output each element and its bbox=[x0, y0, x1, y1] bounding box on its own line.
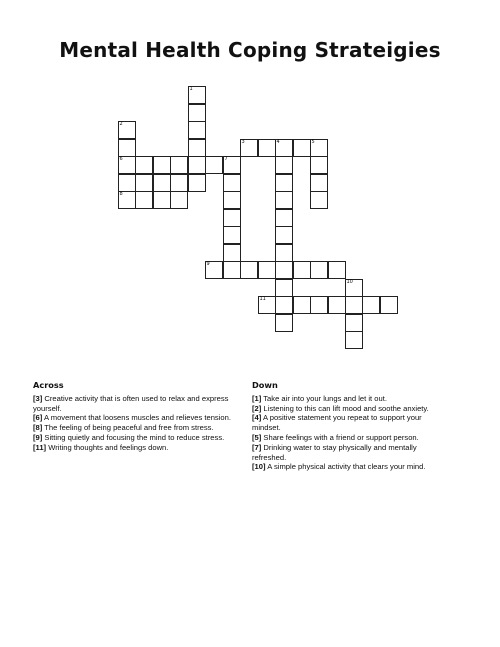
clue-number-2: 2 bbox=[119, 121, 123, 127]
grid-cell[interactable] bbox=[188, 121, 206, 139]
grid-cell[interactable] bbox=[153, 174, 171, 192]
grid-cell[interactable] bbox=[170, 174, 188, 192]
grid-cell[interactable] bbox=[310, 296, 328, 314]
clue-number-1: 1 bbox=[189, 86, 193, 92]
clue-number-8: 8 bbox=[119, 191, 123, 197]
grid-cell[interactable] bbox=[170, 156, 188, 174]
clue-across-6: [6] A movement that loosens muscles and relieves tension. bbox=[33, 413, 231, 423]
grid-cell[interactable] bbox=[170, 191, 188, 209]
grid-cell[interactable] bbox=[153, 156, 171, 174]
clue-across-9: [9] Sitting quietly and focusing the mind to reduce stress. bbox=[33, 432, 225, 442]
grid-cell[interactable] bbox=[240, 261, 258, 279]
grid-cell[interactable] bbox=[362, 296, 380, 314]
clue-down-5: [5] Share feelings with a friend or support person. bbox=[252, 432, 419, 442]
grid-cell[interactable] bbox=[223, 191, 241, 209]
grid-cell[interactable] bbox=[135, 191, 153, 209]
clue-number-9: 9 bbox=[206, 261, 210, 267]
grid-cell[interactable] bbox=[293, 261, 311, 279]
clue-number-10: 10 bbox=[346, 279, 353, 285]
grid-cell[interactable] bbox=[135, 174, 153, 192]
clue-number-3: 3 bbox=[241, 139, 245, 145]
clue-across-3: [3] Creative activity that is often used to relax and express yourself. bbox=[33, 393, 229, 413]
grid-cell[interactable] bbox=[118, 139, 136, 157]
grid-cell[interactable] bbox=[223, 244, 241, 262]
grid-cell[interactable] bbox=[188, 174, 206, 192]
grid-cell[interactable] bbox=[223, 226, 241, 244]
clue-number-7: 7 bbox=[224, 156, 228, 162]
grid-cell[interactable] bbox=[188, 139, 206, 157]
clue-down-4: [4] A positive statement you repeat to support your mindset. bbox=[252, 413, 422, 433]
clue-down-10: [10] A simple physical activity that clears your mind. bbox=[252, 462, 426, 472]
grid-cell[interactable] bbox=[188, 156, 206, 174]
grid-cell[interactable] bbox=[205, 156, 223, 174]
clue-down-1: [1] Take air into your lungs and let it out. bbox=[252, 393, 387, 403]
down-clues bbox=[252, 381, 452, 472]
grid-cell[interactable] bbox=[258, 261, 276, 279]
grid-cell[interactable] bbox=[275, 226, 293, 244]
grid-cell[interactable] bbox=[310, 174, 328, 192]
grid-cell[interactable] bbox=[310, 191, 328, 209]
grid-cell[interactable] bbox=[380, 296, 398, 314]
clue-number-6: 6 bbox=[119, 156, 123, 162]
across-heading: Across bbox=[33, 380, 64, 390]
clue-number-11: 11 bbox=[259, 296, 266, 302]
grid-cell[interactable] bbox=[310, 156, 328, 174]
grid-cell[interactable] bbox=[275, 156, 293, 174]
grid-cell[interactable] bbox=[275, 244, 293, 262]
grid-cell[interactable] bbox=[118, 174, 136, 192]
clue-across-8: [8] The feeling of being peaceful and free from stress. bbox=[33, 423, 214, 433]
grid-cell[interactable] bbox=[275, 279, 293, 297]
down-heading: Down bbox=[252, 380, 278, 390]
grid-cell[interactable] bbox=[135, 156, 153, 174]
grid-cell[interactable] bbox=[275, 174, 293, 192]
grid-cell[interactable] bbox=[345, 314, 363, 332]
grid-cell[interactable] bbox=[275, 314, 293, 332]
grid-cell[interactable] bbox=[275, 191, 293, 209]
grid-cell[interactable] bbox=[293, 296, 311, 314]
across-clues bbox=[33, 381, 247, 453]
grid-cell[interactable] bbox=[188, 104, 206, 122]
clue-across-11: [11] Writing thoughts and feelings down. bbox=[33, 442, 169, 452]
grid-cell[interactable] bbox=[310, 261, 328, 279]
puzzle-title: Mental Health Coping Strateigies bbox=[59, 38, 441, 62]
grid-cell[interactable] bbox=[275, 261, 293, 279]
grid-cell[interactable] bbox=[345, 331, 363, 349]
clue-down-2: [2] Listening to this can lift mood and soothe anxiety. bbox=[252, 403, 429, 413]
grid-cell[interactable] bbox=[258, 139, 276, 157]
grid-cell[interactable] bbox=[328, 261, 346, 279]
grid-cell[interactable] bbox=[153, 191, 171, 209]
clue-number-4: 4 bbox=[276, 139, 280, 145]
grid-cell[interactable] bbox=[223, 209, 241, 227]
grid-cell[interactable] bbox=[345, 296, 363, 314]
grid-cell[interactable] bbox=[275, 209, 293, 227]
grid-cell[interactable] bbox=[293, 139, 311, 157]
clue-number-5: 5 bbox=[311, 139, 315, 145]
grid-cell[interactable] bbox=[328, 296, 346, 314]
grid-cell[interactable] bbox=[223, 174, 241, 192]
grid-cell[interactable] bbox=[223, 261, 241, 279]
clue-down-7: [7] Drinking water to stay physically and mentally refreshed. bbox=[252, 442, 417, 462]
grid-cell[interactable] bbox=[275, 296, 293, 314]
